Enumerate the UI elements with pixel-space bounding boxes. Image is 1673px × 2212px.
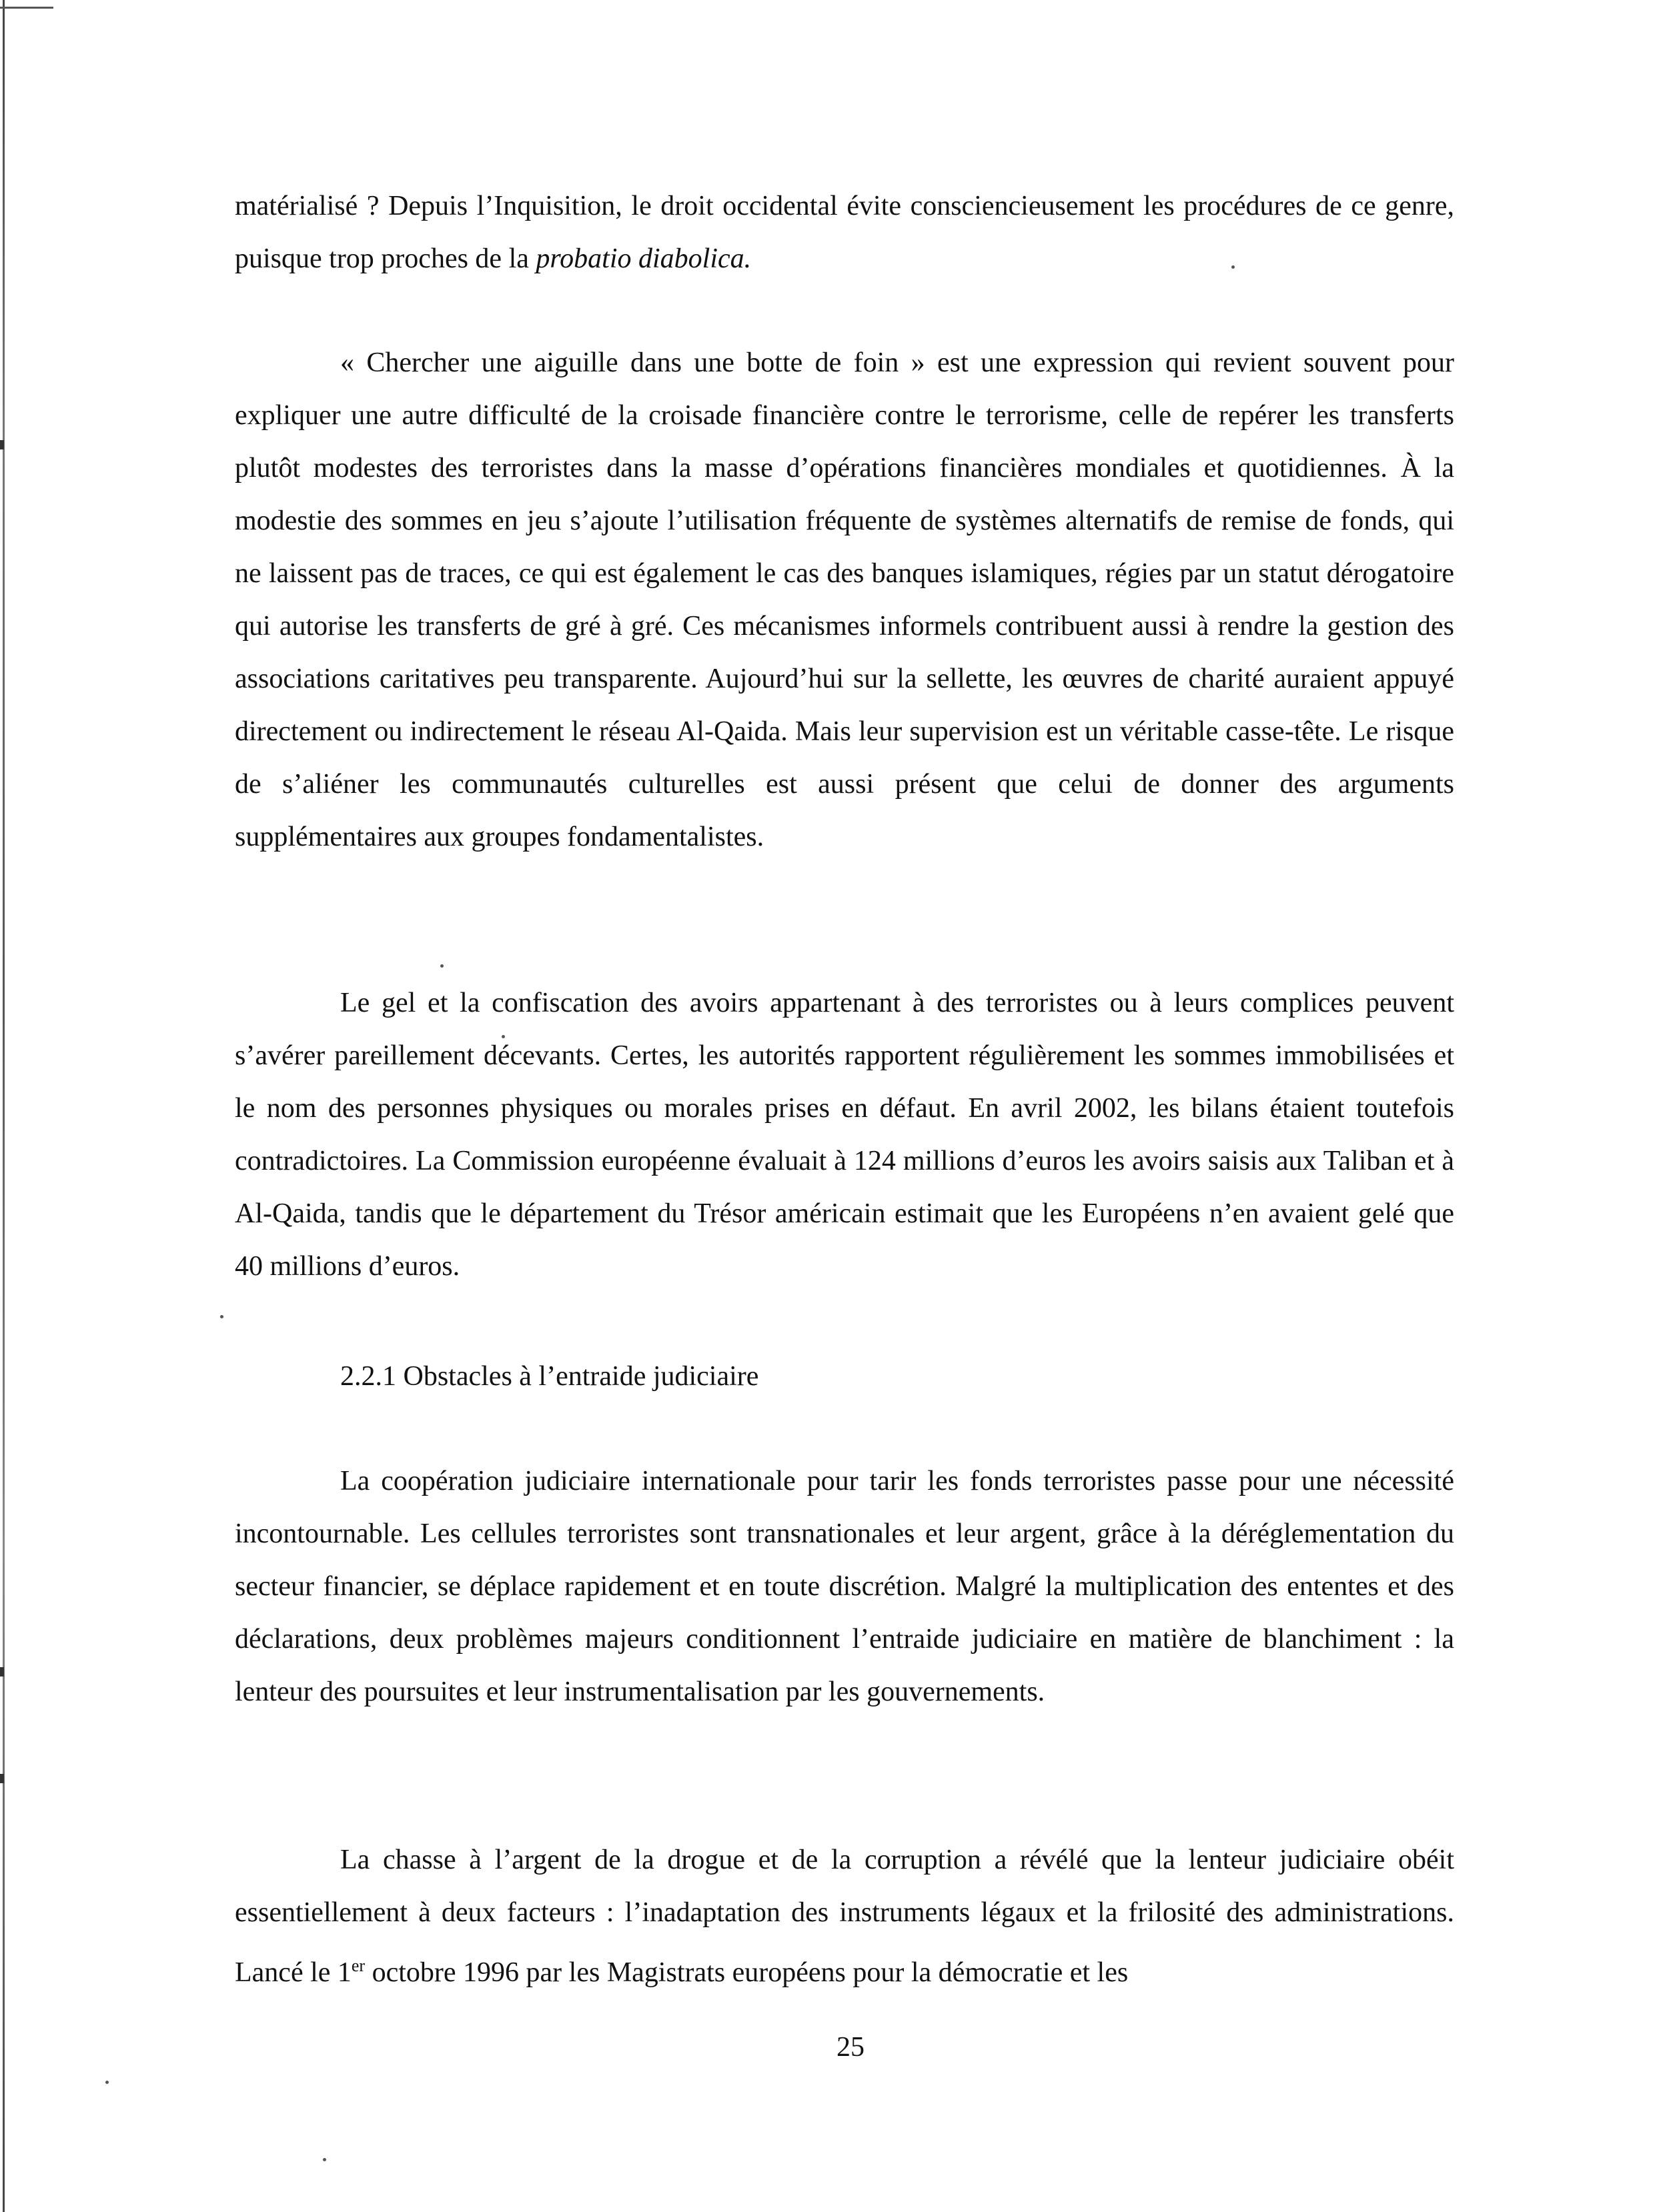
- paragraph-3: Le gel et la confiscation des avoirs appartenant à des terroristes ou à leurs complices peuvent s’avérer pareillement décevants. Certes, les autorités rapportent régulièrement les sommes immobilisées et le nom des personnes physiques ou morales prises en défaut. En avril 2002, les bilans étaient toutefois contradictoires. La Commission européenne évaluait à 124 millions d’euros les avoirs saisis aux Taliban et à Al-Qaida, tandis que le département du Trésor américain estimait que les Européens n’en avaient gelé que 40 millions d’euros.: [235, 988, 1454, 1282]
- paragraph-5-superscript: er: [351, 1956, 366, 1975]
- paragraph-block-1: [235, 180, 1454, 285]
- paragraph-1: [235, 180, 1454, 285]
- section-heading: 2.2.1 Obstacles à l’entraide judiciaire: [340, 1361, 759, 1392]
- paragraph-block-2: [235, 337, 1454, 864]
- paragraph-block-5: [235, 1834, 1454, 1999]
- paragraph-5-text-b: octobre 1996 par les Magistrats européens pour la démocratie et les: [365, 1957, 1129, 1988]
- scan-speck: [440, 964, 444, 968]
- paragraph-2: « Chercher une aiguille dans une botte de foin » est une expression qui revient souvent pour expliquer une autre difficulté de la croisade financière contre le terrorisme, celle de repérer les transferts plutôt modestes des terroristes dans la masse d’opérations financières mondiales et quotidiennes. À la modestie des sommes en jeu s’ajoute l’utilisation fréquente de systèmes alternatifs de remise de fonds, qui ne laissent pas de traces, ce qui est également le cas des banques islamiques, régies par un statut dérogatoire qui autorise les transferts de gré à gré. Ces mécanismes informels contribuent aussi à rendre la gestion des associations caritatives peu transparente. Aujourd’hui sur la sellette, les œuvres de charité auraient appuyé directement ou indirectement le réseau Al-Qaida. Mais leur supervision est un véritable casse-tête. Le risque de s’aliéner les communautés culturelles est aussi présent que celui de donner des arguments supplémentaires aux groupes fondamentalistes.: [235, 347, 1454, 852]
- scan-corner-mark: [0, 7, 53, 9]
- paragraph-1-text: matérialisé ? Depuis l’Inquisition, le droit occidental évite consciencieusement les procédures de ce genre, puisque trop proches de la: [235, 191, 1454, 274]
- scan-speck: [220, 1315, 223, 1318]
- paragraph-1-italic: probatio diabolica.: [536, 243, 752, 274]
- scan-edge-tick: [0, 1774, 4, 1783]
- paragraph-block-4: [235, 1455, 1454, 1719]
- page-number: 25: [836, 2032, 865, 2063]
- scan-edge-tick: [0, 440, 4, 449]
- paragraph-5-text-a: La chasse à l’argent de la drogue et de la corruption a révélé que la lenteur judiciaire obéit essentiellement à deux facteurs : l’inadaptation des instruments légaux et la frilosité des administrations. Lancé le 1: [235, 1845, 1454, 1988]
- paragraph-block-3: [235, 977, 1454, 1293]
- scan-speck: [323, 2158, 326, 2161]
- scan-binding-edge: [3, 0, 5, 2212]
- scan-edge-tick: [0, 1667, 4, 1677]
- scan-speck: [105, 2081, 109, 2084]
- paragraph-5: [235, 1834, 1454, 1999]
- paragraph-4: La coopération judiciaire internationale pour tarir les fonds terroristes passe pour une nécessité incontournable. Les cellules terroristes sont transnationales et leur argent, grâce à la déréglementation du secteur financier, se déplace rapidement et en toute discrétion. Malgré la multiplication des ententes et des déclarations, deux problèmes majeurs conditionnent l’entraide judiciaire en matière de blanchiment : la lenteur des poursuites et leur instrumentalisation par les gouvernements.: [235, 1466, 1454, 1707]
